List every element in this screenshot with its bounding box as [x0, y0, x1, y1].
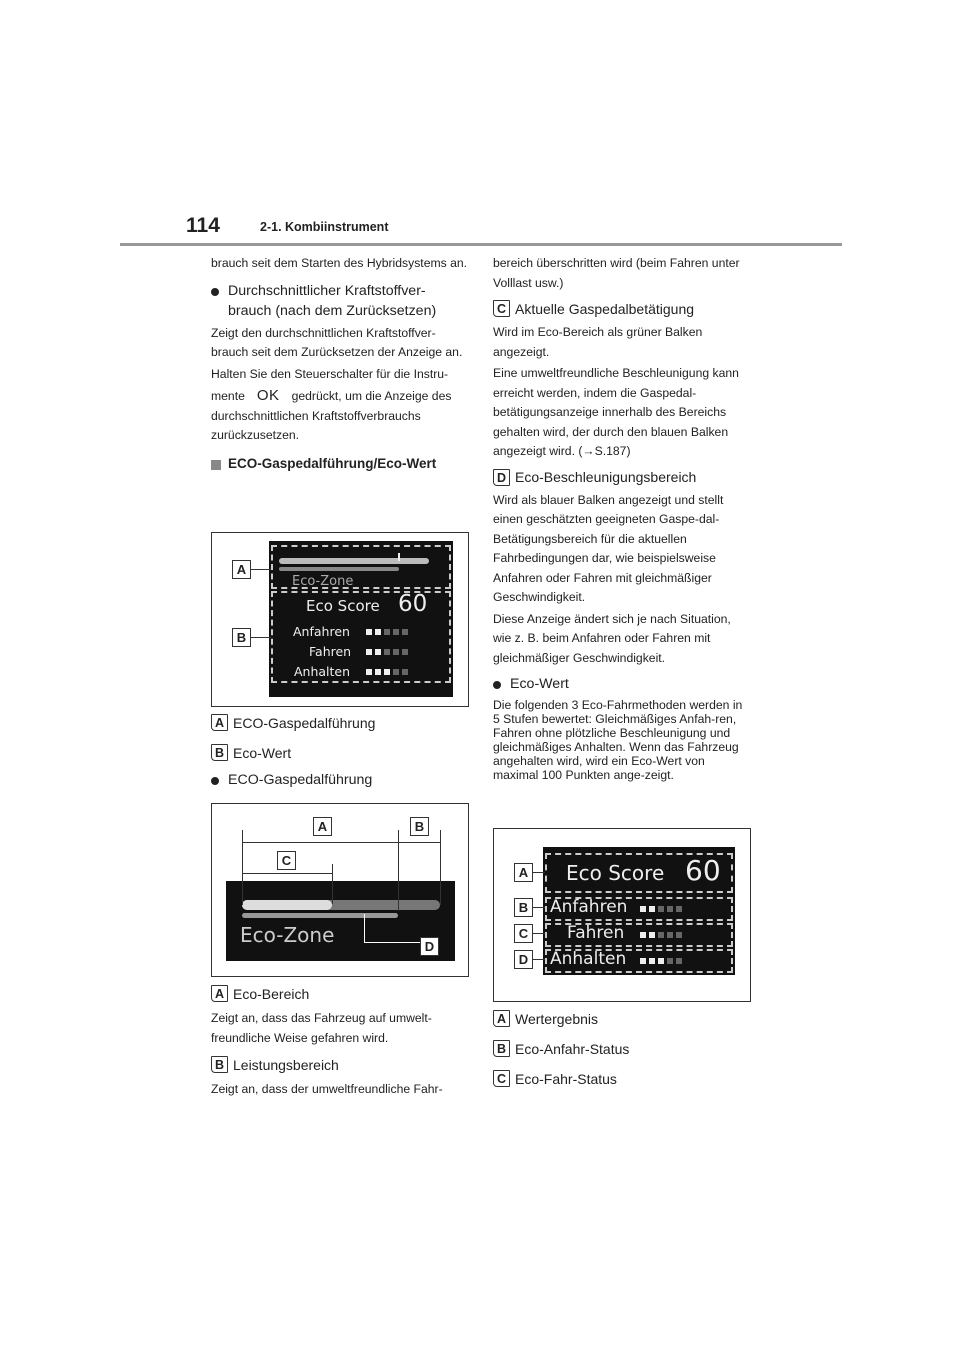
eco-score-value: 60	[398, 591, 428, 617]
row-anhalten-label: Anhalten	[294, 664, 351, 679]
bullet-icon	[211, 288, 219, 296]
guide-line	[332, 864, 333, 904]
right-column	[493, 254, 751, 782]
eco-score-value: 60	[685, 854, 721, 887]
rating-pip	[676, 958, 682, 964]
callout-c: C	[514, 924, 533, 943]
figure-eco-score	[493, 828, 751, 1002]
letter-badge: B	[211, 1056, 228, 1073]
dimension-line-c	[242, 873, 332, 874]
letter-badge: C	[493, 300, 510, 317]
left-column-2	[211, 714, 469, 790]
eco-score-label: Eco Score	[306, 597, 380, 615]
left-column-3	[211, 985, 469, 1100]
callout-d-line	[364, 914, 365, 942]
rating-pip	[366, 669, 372, 675]
rating-fahren	[640, 932, 682, 938]
row-fahren-label: Fahren	[309, 644, 352, 659]
letter-badge: B	[211, 744, 228, 761]
rating-anfahren	[640, 906, 682, 912]
row-anhalten-label: Anhalten	[550, 949, 627, 969]
rating-anhalten	[366, 669, 408, 675]
callout-d: D	[514, 950, 533, 969]
rating-pip	[667, 932, 673, 938]
header-rule	[120, 243, 842, 246]
paragraph: Die folgenden 3 Eco-Fahrmethoden werden in 5 Stufen bewertet: Gleichmäßiges Anfah-ren, Fahren ohne plötzliche Beschleunigung und gleichmäßiges Anhalten. Wenn das Fahrzeug angehalten wird, wird ein Eco-Wert von maximal 100 Punkten ange-zeigt.	[493, 698, 743, 782]
rating-pip	[402, 669, 408, 675]
rating-pip	[658, 958, 664, 964]
paragraph-with-ok: mente OK gedrückt, um die Anzeige des	[211, 387, 452, 404]
bullet-icon	[211, 777, 219, 785]
rating-pip	[640, 958, 646, 964]
eco-score-label: Eco Score	[566, 861, 665, 885]
rating-fahren	[366, 649, 408, 655]
legend3-c: C Eco-Fahr-Status	[493, 1070, 751, 1087]
rating-pip	[375, 669, 381, 675]
rating-anfahren	[366, 629, 408, 635]
callout-line	[533, 872, 545, 873]
rating-pip	[649, 906, 655, 912]
eco-accel-bar	[242, 913, 398, 918]
paragraph: Wird im Eco-Bereich als grüner Balken angezeigt.	[493, 325, 703, 359]
rating-pip	[676, 906, 682, 912]
letter-badge: C	[493, 1070, 510, 1087]
square-bullet-icon	[211, 460, 221, 470]
paragraph: Wird als blauer Balken angezeigt und stellt einen geschätzten geeigneten Gaspe-dal-Betätigungsbereich für die aktuellen Fahrbedingungen dar, wie beispielsweise Anfahren oder Fahren mit gleichmäßiger Geschwindigkeit.	[493, 492, 724, 604]
callout-line	[533, 959, 545, 960]
rating-pip	[667, 906, 673, 912]
callout-a: A	[514, 863, 533, 882]
right-column-2	[493, 1010, 751, 1087]
guide-line	[440, 830, 441, 905]
rating-pip	[393, 629, 399, 635]
callout-line	[251, 569, 271, 570]
rating-pip	[649, 932, 655, 938]
paragraph: Diese Anzeige ändert sich je nach Situation, wie z. B. beim Anfahren oder Fahren mit gleichmäßiger Geschwindigkeit.	[493, 611, 731, 665]
rating-pip	[402, 649, 408, 655]
rating-pip	[384, 649, 390, 655]
eco-zone-bar-small	[279, 567, 399, 571]
paragraph: Zeigt an, dass der umweltfreundliche Fahr-	[211, 1082, 443, 1096]
callout-line	[533, 933, 545, 934]
paragraph: Zeigt an, dass das Fahrzeug auf umwelt-freundliche Weise gefahren wird.	[211, 1011, 432, 1045]
callout-d: D	[420, 937, 439, 956]
row-anfahren-label: Anfahren	[293, 624, 350, 639]
callout-b: B	[232, 628, 251, 647]
left-column	[211, 254, 469, 471]
callout-d-line	[364, 942, 420, 943]
callout-line	[533, 907, 545, 908]
callout-b: B	[514, 898, 533, 917]
rating-pip	[402, 629, 408, 635]
callout-line	[251, 637, 271, 638]
bullet-icon	[493, 681, 501, 689]
rating-pip	[384, 629, 390, 635]
legend-c: C Aktuelle Gaspedalbetätigung	[493, 300, 751, 317]
row-anfahren-label: Anfahren	[550, 897, 628, 917]
paragraph: Halten Sie den Steuerschalter für die Instru-	[211, 366, 449, 381]
rating-pip	[640, 932, 646, 938]
bullet-eco-guide: ECO-Gaspedalführung	[211, 770, 469, 790]
callout-a: A	[232, 560, 251, 579]
legend3-b: B Eco-Anfahr-Status	[493, 1040, 751, 1057]
bullet-avg-consumption: Durchschnittlicher Kraftstoffver-brauch (nach dem Zurücksetzen)	[211, 281, 469, 321]
rating-pip	[658, 932, 664, 938]
rating-pip	[384, 669, 390, 675]
rating-pip	[649, 958, 655, 964]
paragraph: Zeigt den durchschnittlichen Kraftstoffver-brauch seit dem Zurücksetzen der Anzeige an.	[211, 325, 463, 359]
eco-zone-bar	[279, 558, 429, 564]
pedal-marker	[398, 553, 400, 561]
dimension-line-b	[398, 842, 440, 843]
chapter-title: 2-1. Kombiinstrument	[260, 220, 389, 234]
callout-b: B	[410, 817, 429, 836]
eco-zone-label: Eco-Zone	[240, 923, 335, 947]
legend2-b: B Leistungsbereich	[211, 1056, 469, 1073]
letter-badge: A	[211, 714, 228, 731]
figure-eco-guide	[211, 803, 469, 977]
legend-a: A ECO-Gaspedalführung	[211, 714, 469, 731]
legend2-a: A Eco-Bereich	[211, 985, 469, 1002]
legend-b: B Eco-Wert	[211, 744, 469, 761]
callout-a: A	[313, 817, 332, 836]
paragraph: Eine umweltfreundliche Beschleunigung kann erreicht werden, indem die Gaspedal-betätigungsanzeige innerhalb des Bereichs gehalten wird, der durch den blauen Balken angezeigt wird. (→S.187)	[493, 366, 739, 458]
rating-pip	[366, 649, 372, 655]
paragraph: bereich überschritten wird (beim Fahren unter Volllast usw.)	[493, 256, 740, 290]
eco-zone-label: Eco-Zone	[292, 574, 354, 589]
legend-d: D Eco-Beschleunigungsbereich	[493, 469, 751, 486]
rating-pip	[375, 649, 381, 655]
rating-pip	[375, 629, 381, 635]
letter-badge: A	[493, 1010, 510, 1027]
dimension-line-a	[242, 842, 398, 843]
section-heading: ECO-Gaspedalführung/Eco-Wert	[211, 456, 469, 471]
paragraph: durchschnittlichen Kraftstoffverbrauchs zurückzusetzen.	[211, 408, 421, 442]
letter-badge: A	[211, 985, 228, 1002]
rating-pip	[676, 932, 682, 938]
paragraph: brauch seit dem Starten des Hybridsystems an.	[211, 256, 468, 270]
rating-pip	[366, 629, 372, 635]
rating-pip	[658, 906, 664, 912]
rating-pip	[667, 958, 673, 964]
rating-pip	[640, 906, 646, 912]
rating-anhalten	[640, 958, 682, 964]
eco-bar	[242, 900, 332, 910]
letter-badge: B	[493, 1040, 510, 1057]
legend3-a: A Wertergebnis	[493, 1010, 751, 1027]
row-fahren-label: Fahren	[567, 923, 625, 943]
letter-badge: D	[493, 469, 510, 486]
rating-pip	[393, 649, 399, 655]
ok-button-icon: OK	[256, 387, 280, 404]
callout-c: C	[277, 851, 296, 870]
figure-eco-overview	[211, 532, 469, 707]
rating-pip	[393, 669, 399, 675]
bullet-eco-score: Eco-Wert	[493, 674, 751, 694]
page-number: 114	[186, 214, 220, 237]
